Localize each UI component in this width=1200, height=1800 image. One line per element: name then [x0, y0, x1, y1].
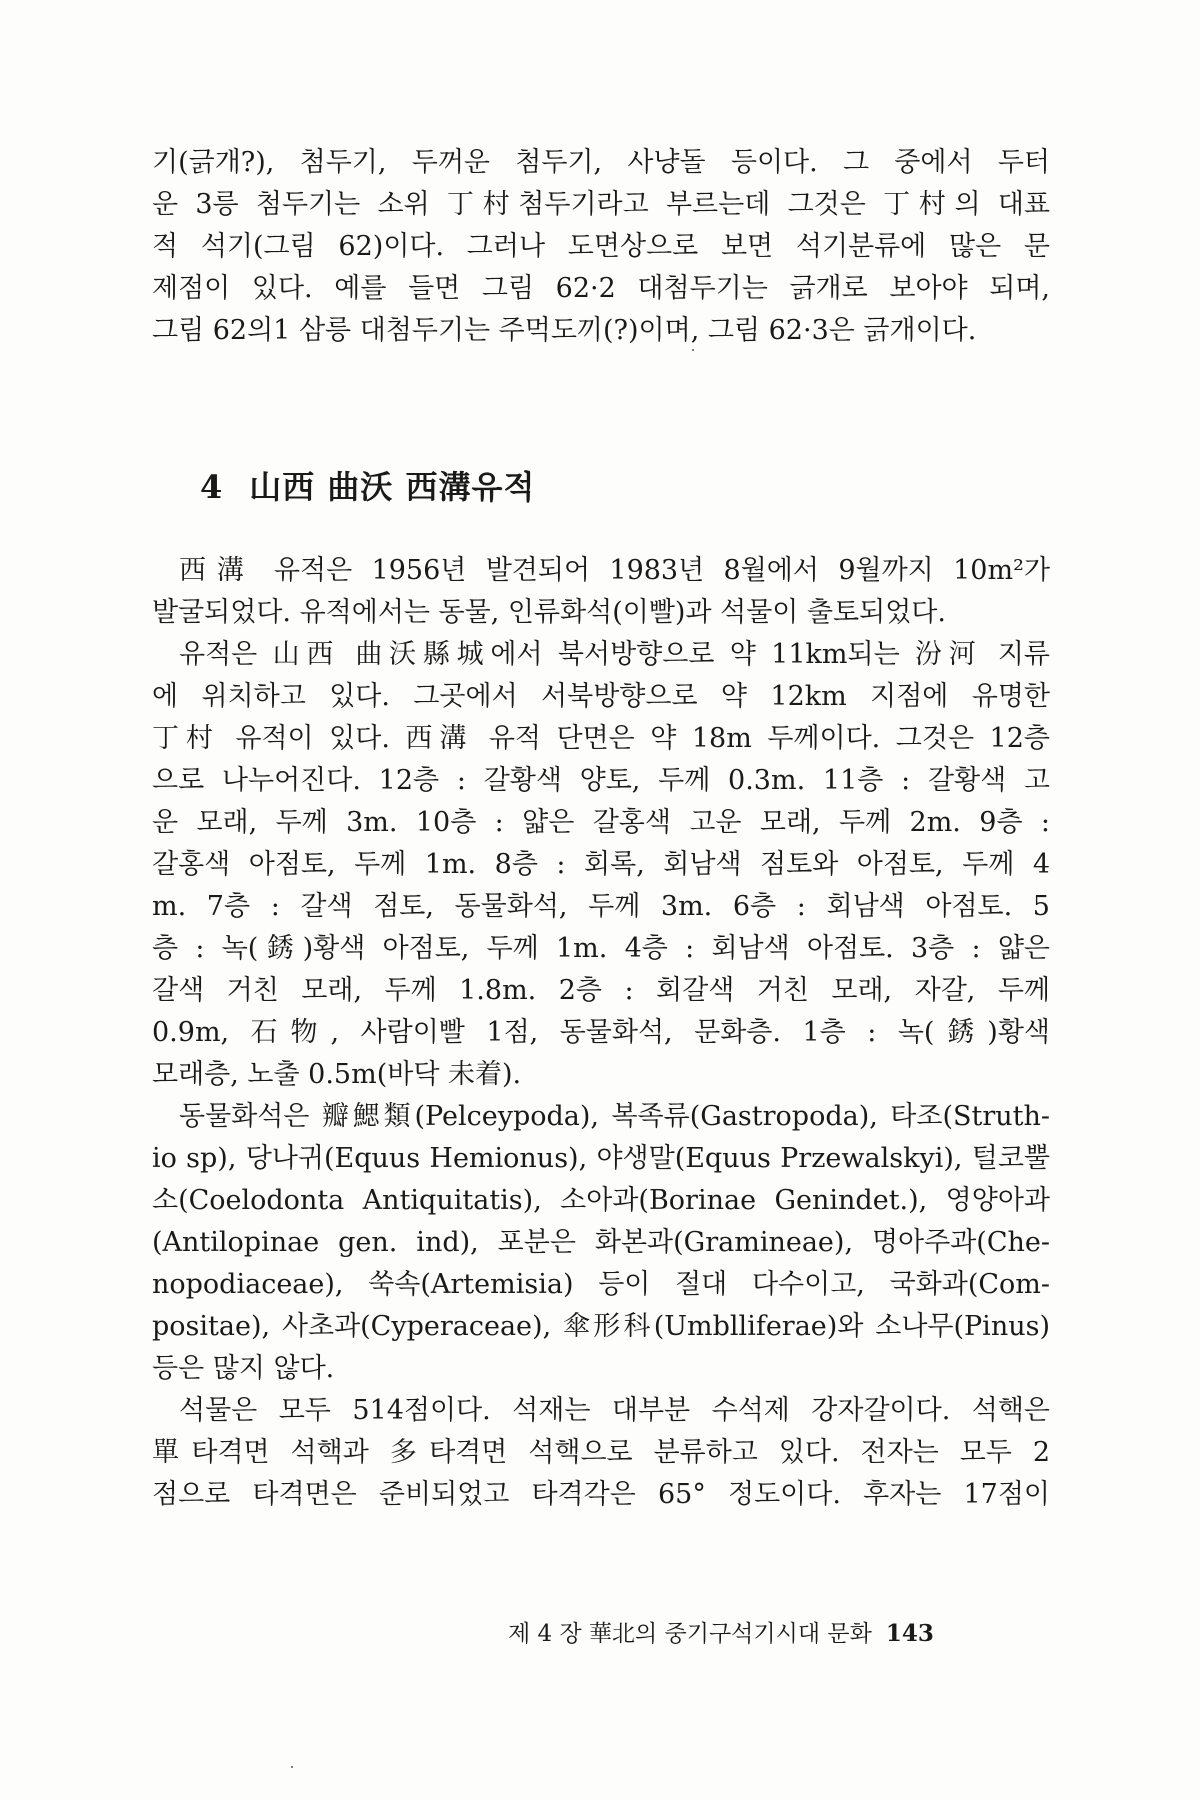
paragraph-line: 갈홍색 아점토, 두께 1m. 8층 : 회록, 회남색 점토와 아점토, 두께 4 [152, 849, 1050, 880]
paragraph-line: 에 위치하고 있다. 그곳에서 서북방향으로 약 12km 지점에 유명한 [152, 681, 1050, 712]
section-number: 4 [200, 468, 224, 506]
paragraph-line: 모래층, 노출 0.5m(바닥 未着). [152, 1059, 522, 1090]
paragraph-line: 동물화석은 瓣鰓類(Pelceypoda), 복족류(Gastropoda), 타조(Struth- [179, 1101, 1050, 1132]
paragraph-line: 으로 나누어진다. 12층 : 갈황색 양토, 두께 0.3m. 11층 : 갈황색 고 [152, 765, 1050, 796]
paragraph-line: 층 : 녹(銹)황색 아점토, 두께 1m. 4층 : 회남색 아점토. 3층 : 얇은 [152, 933, 1050, 964]
paragraph-line: 소(Coelodonta Antiquitatis), 소아과(Borinae Genindet.), 영양아과 [152, 1185, 1050, 1216]
paragraph-line: 丁村 유적이 있다. 西溝 유적 단면은 약 18m 두께이다. 그것은 12층 [152, 723, 1050, 754]
chapter-title: 제 4 장 華北의 중기구석기시대 문화 [508, 1621, 872, 1647]
paragraph-line: 운 모래, 두께 3m. 10층 : 얇은 갈홍색 고운 모래, 두께 2m. 9층 : [152, 807, 1050, 838]
paragraph-line: 0.9m, 石物, 사람이빨 1점, 동물화석, 문화층. 1층 : 녹(銹)황색 [152, 1017, 1050, 1048]
print-speck [291, 1766, 293, 1768]
print-speck [692, 349, 694, 351]
text-line: 제점이 있다. 예를 들면 그림 62·2 대첨두기는 긁개로 보아야 되며, [152, 273, 1050, 304]
paragraph-line: 석물은 모두 514점이다. 석재는 대부분 수석제 강자갈이다. 석핵은 [179, 1395, 1050, 1426]
paragraph-line: positae), 사초과(Cyperaceae), 傘形科(Umblliferae)와 소나무(Pinus) [152, 1311, 1050, 1342]
paragraph-line: 單타격면 석핵과 多타격면 석핵으로 분류하고 있다. 전자는 모두 2 [152, 1437, 1050, 1468]
text-line: 그림 62의1 삼릉 대첨두기는 주먹도끼(?)이며, 그림 62·3은 긁개이다. [152, 315, 977, 346]
paragraph-line: io sp), 당나귀(Equus Hemionus), 야생말(Equus Przewalskyi), 털코뿔 [152, 1143, 1050, 1174]
paragraph-line: 등은 많지 않다. [152, 1353, 335, 1384]
paragraph-line: 발굴되었다. 유적에서는 동물, 인류화석(이빨)과 석물이 출토되었다. [152, 597, 946, 628]
section-heading [200, 462, 535, 508]
running-footer [508, 1615, 934, 1648]
paragraph-line: 유적은 山西 曲沃縣城에서 북서방향으로 약 11km되는 汾河 지류 [179, 639, 1050, 670]
paragraph-line: (Antilopinae gen. ind), 포분은 화본과(Gramineae), 명아주과(Che- [152, 1227, 1050, 1258]
text-line: 운 3릉 첨두기는 소위 丁村첨두기라고 부르는데 그것은 丁村의 대표 [152, 189, 1050, 220]
paragraph-line: nopodiaceae), 쑥속(Artemisia) 등이 절대 다수이고, 국화과(Com- [152, 1269, 1050, 1300]
paragraph-line: m. 7층 : 갈색 점토, 동물화석, 두께 3m. 6층 : 회남색 아점토. 5 [152, 891, 1050, 922]
intro-text-block [152, 142, 1050, 352]
section-body-text [152, 550, 1050, 1516]
text-line: 기(긁개?), 첨두기, 두꺼운 첨두기, 사냥돌 등이다. 그 중에서 두터 [152, 147, 1050, 178]
paragraph-line: 갈색 거친 모래, 두께 1.8m. 2층 : 회갈색 거친 모래, 자갈, 두께 [152, 975, 1050, 1006]
paragraph-line: 西溝 유적은 1956년 발견되어 1983년 8월에서 9월까지 10m²가 [179, 555, 1050, 586]
section-title: 山西 曲沃 西溝유적 [249, 468, 536, 506]
text-line: 적 석기(그림 62)이다. 그러나 도면상으로 보면 석기분류에 많은 문 [152, 231, 1050, 262]
page-number: 143 [885, 1620, 934, 1647]
paragraph-line: 점으로 타격면은 준비되었고 타격각은 65° 정도이다. 후자는 17점이 [152, 1479, 1050, 1510]
